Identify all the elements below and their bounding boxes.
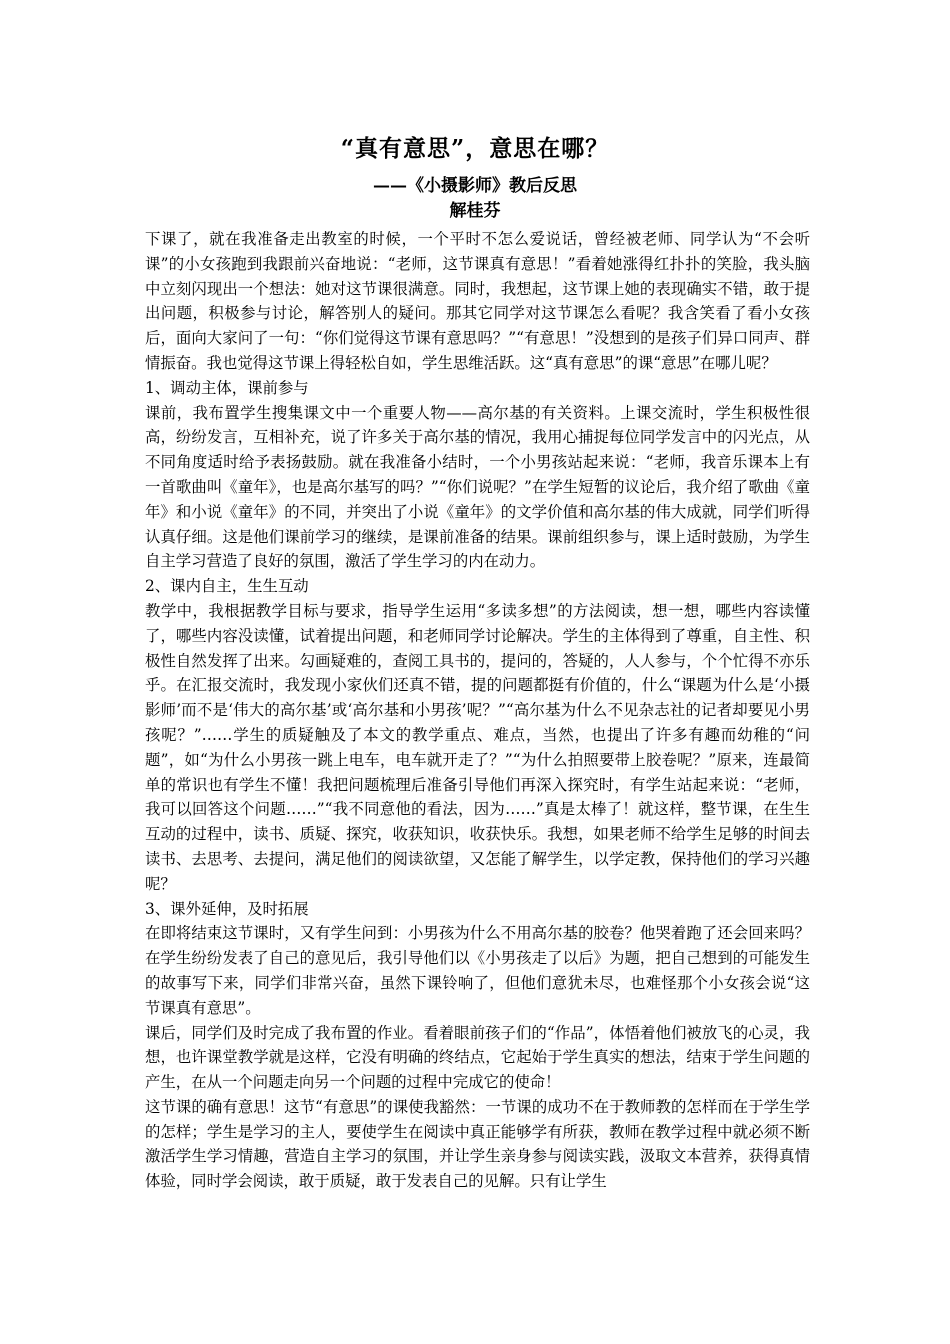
article-body <box>145 227 810 1194</box>
document-subtitle: ——《小摄影师》教后反思 <box>373 176 577 196</box>
document-title: “真有意思”，意思在哪？ <box>340 135 610 162</box>
section-heading-3: 3、课外延伸，及时拓展 <box>145 899 309 918</box>
section-2-paragraph: 教学中，我根据教学目标与要求，指导学生运用“多读多想”的方法阅读，想一想，哪些内容读懂了，哪些内容没读懂，试着提出问题，和老师同学讨论解决。学生的主体得到了尊重，自主性、积极性自然发挥了出来。勾画疑难的，查阅工具书的，提问的，答疑的，人人参与，个个忙得不亦乐乎。在汇报交流时，我发现小家伙们还真不错，提的问题都挺有价值的，什么“课题为什么是‘小摄影师’而不是‘伟大的高尔基’或‘高尔基和小男孩’呢？”“高尔基为什么不见杂志社的记者却要见小男孩呢？”……学生的质疑触及了本文的教学重点、难点，当然，也提出了许多有趣而幼稚的“问题”，如“为什么小男孩一跳上电车，电车就开走了？”“为什么拍照要带上胶卷呢？”原来，连最简单的常识也有学生不懂！我把问题梳理后准备引导他们再深入探究时，有学生站起来说：“老师，我可以回答这个问题……”“我不同意他的看法，因为……”真是太棒了！就这样，整节课，在生生互动的过程中，读书、质疑、探究，收获知识，收获快乐。我想，如果老师不给学生足够的时间去读书、去思考、去提问，满足他们的阅读欲望，又怎能了解学生，以学定教，保持他们的学习兴趣呢？ <box>145 601 810 893</box>
section-1-paragraph: 课前，我布置学生搜集课文中一个重要人物——高尔基的有关资料。上课交流时，学生积极性很高，纷纷发言，互相补充，说了许多关于高尔基的情况，我用心捕捉每位同学发言中的闪光点，从不同角度适时给予表扬鼓励。就在我准备小结时，一个小男孩站起来说：“老师，我音乐课本上有一首歌曲叫《童年》，也是高尔基写的吗？”“你们说呢？”在学生短暂的议论后，我介绍了歌曲《童年》和小说《童年》的不同，并突出了小说《童年》的文学价值和高尔基的伟大成就，同学们听得认真仔细。这是他们课前学习的继续，是课前准备的结果。课前组织参与，课上适时鼓励，为学生自主学习营造了良好的氛围，激活了学生学习的内在动力。 <box>145 403 810 571</box>
conclusion-paragraph: 这节课的确有意思！这节“有意思”的课使我豁然：一节课的成功不在于教师教的怎样而在于学生学的怎样；学生是学习的主人，要使学生在阅读中真正能够学有所获，教师在教学过程中就必须不断激活学生学习情趣，营造自主学习的氛围，并让学生亲身参与阅读实践，汲取文本营养，获得真情体验，同时学会阅读，敢于质疑，敢于发表自己的见解。只有让学生 <box>145 1097 810 1191</box>
author-name: 解桂芬 <box>449 201 501 221</box>
section-heading-2: 2、课内自主，生生互动 <box>145 577 309 596</box>
intro-paragraph: 下课了，就在我准备走出教室的时候，一个平时不怎么爱说话，曾经被老师、同学认为“不会听课”的小女孩跑到我跟前兴奋地说：“老师，这节课真有意思！”看着她涨得红扑扑的笑脸，我头脑中立刻闪现出一个想法：她对这节课很满意。同时，我想起，这节课上她的表现确实不错，敢于提出问题，积极参与讨论，解答别人的疑问。那其它同学对这节课怎么看呢？我含笑看了看小女孩后，面向大家问了一句：“你们觉得这节课有意思吗？”“有意思！”没想到的是孩子们异口同声、群情振奋。我也觉得这节课上得轻松自如，学生思维活跃。这“真有意思”的课“意思”在哪儿呢？ <box>145 230 810 372</box>
after-class-paragraph: 课后，同学们及时完成了我布置的作业。看着眼前孩子们的“作品”，体悟着他们被放飞的心灵，我想，也许课堂教学就是这样，它没有明确的终结点，它起始于学生真实的想法，结束于学生问题的产生，在从一个问题走向另一个问题的过程中完成它的使命！ <box>145 1023 810 1092</box>
section-3-paragraph: 在即将结束这节课时，又有学生问到：小男孩为什么不用高尔基的胶卷？他哭着跑了还会回来吗？在学生纷纷发表了自己的意见后，我引导他们以《小男孩走了以后》为题，把自己想到的可能发生的故事写下来，同学们非常兴奋，虽然下课铃响了，但他们意犹未尽，也难怪那个小女孩会说“这节课真有意思”。 <box>145 924 810 1017</box>
section-heading-1: 1、调动主体，课前参与 <box>145 378 309 397</box>
